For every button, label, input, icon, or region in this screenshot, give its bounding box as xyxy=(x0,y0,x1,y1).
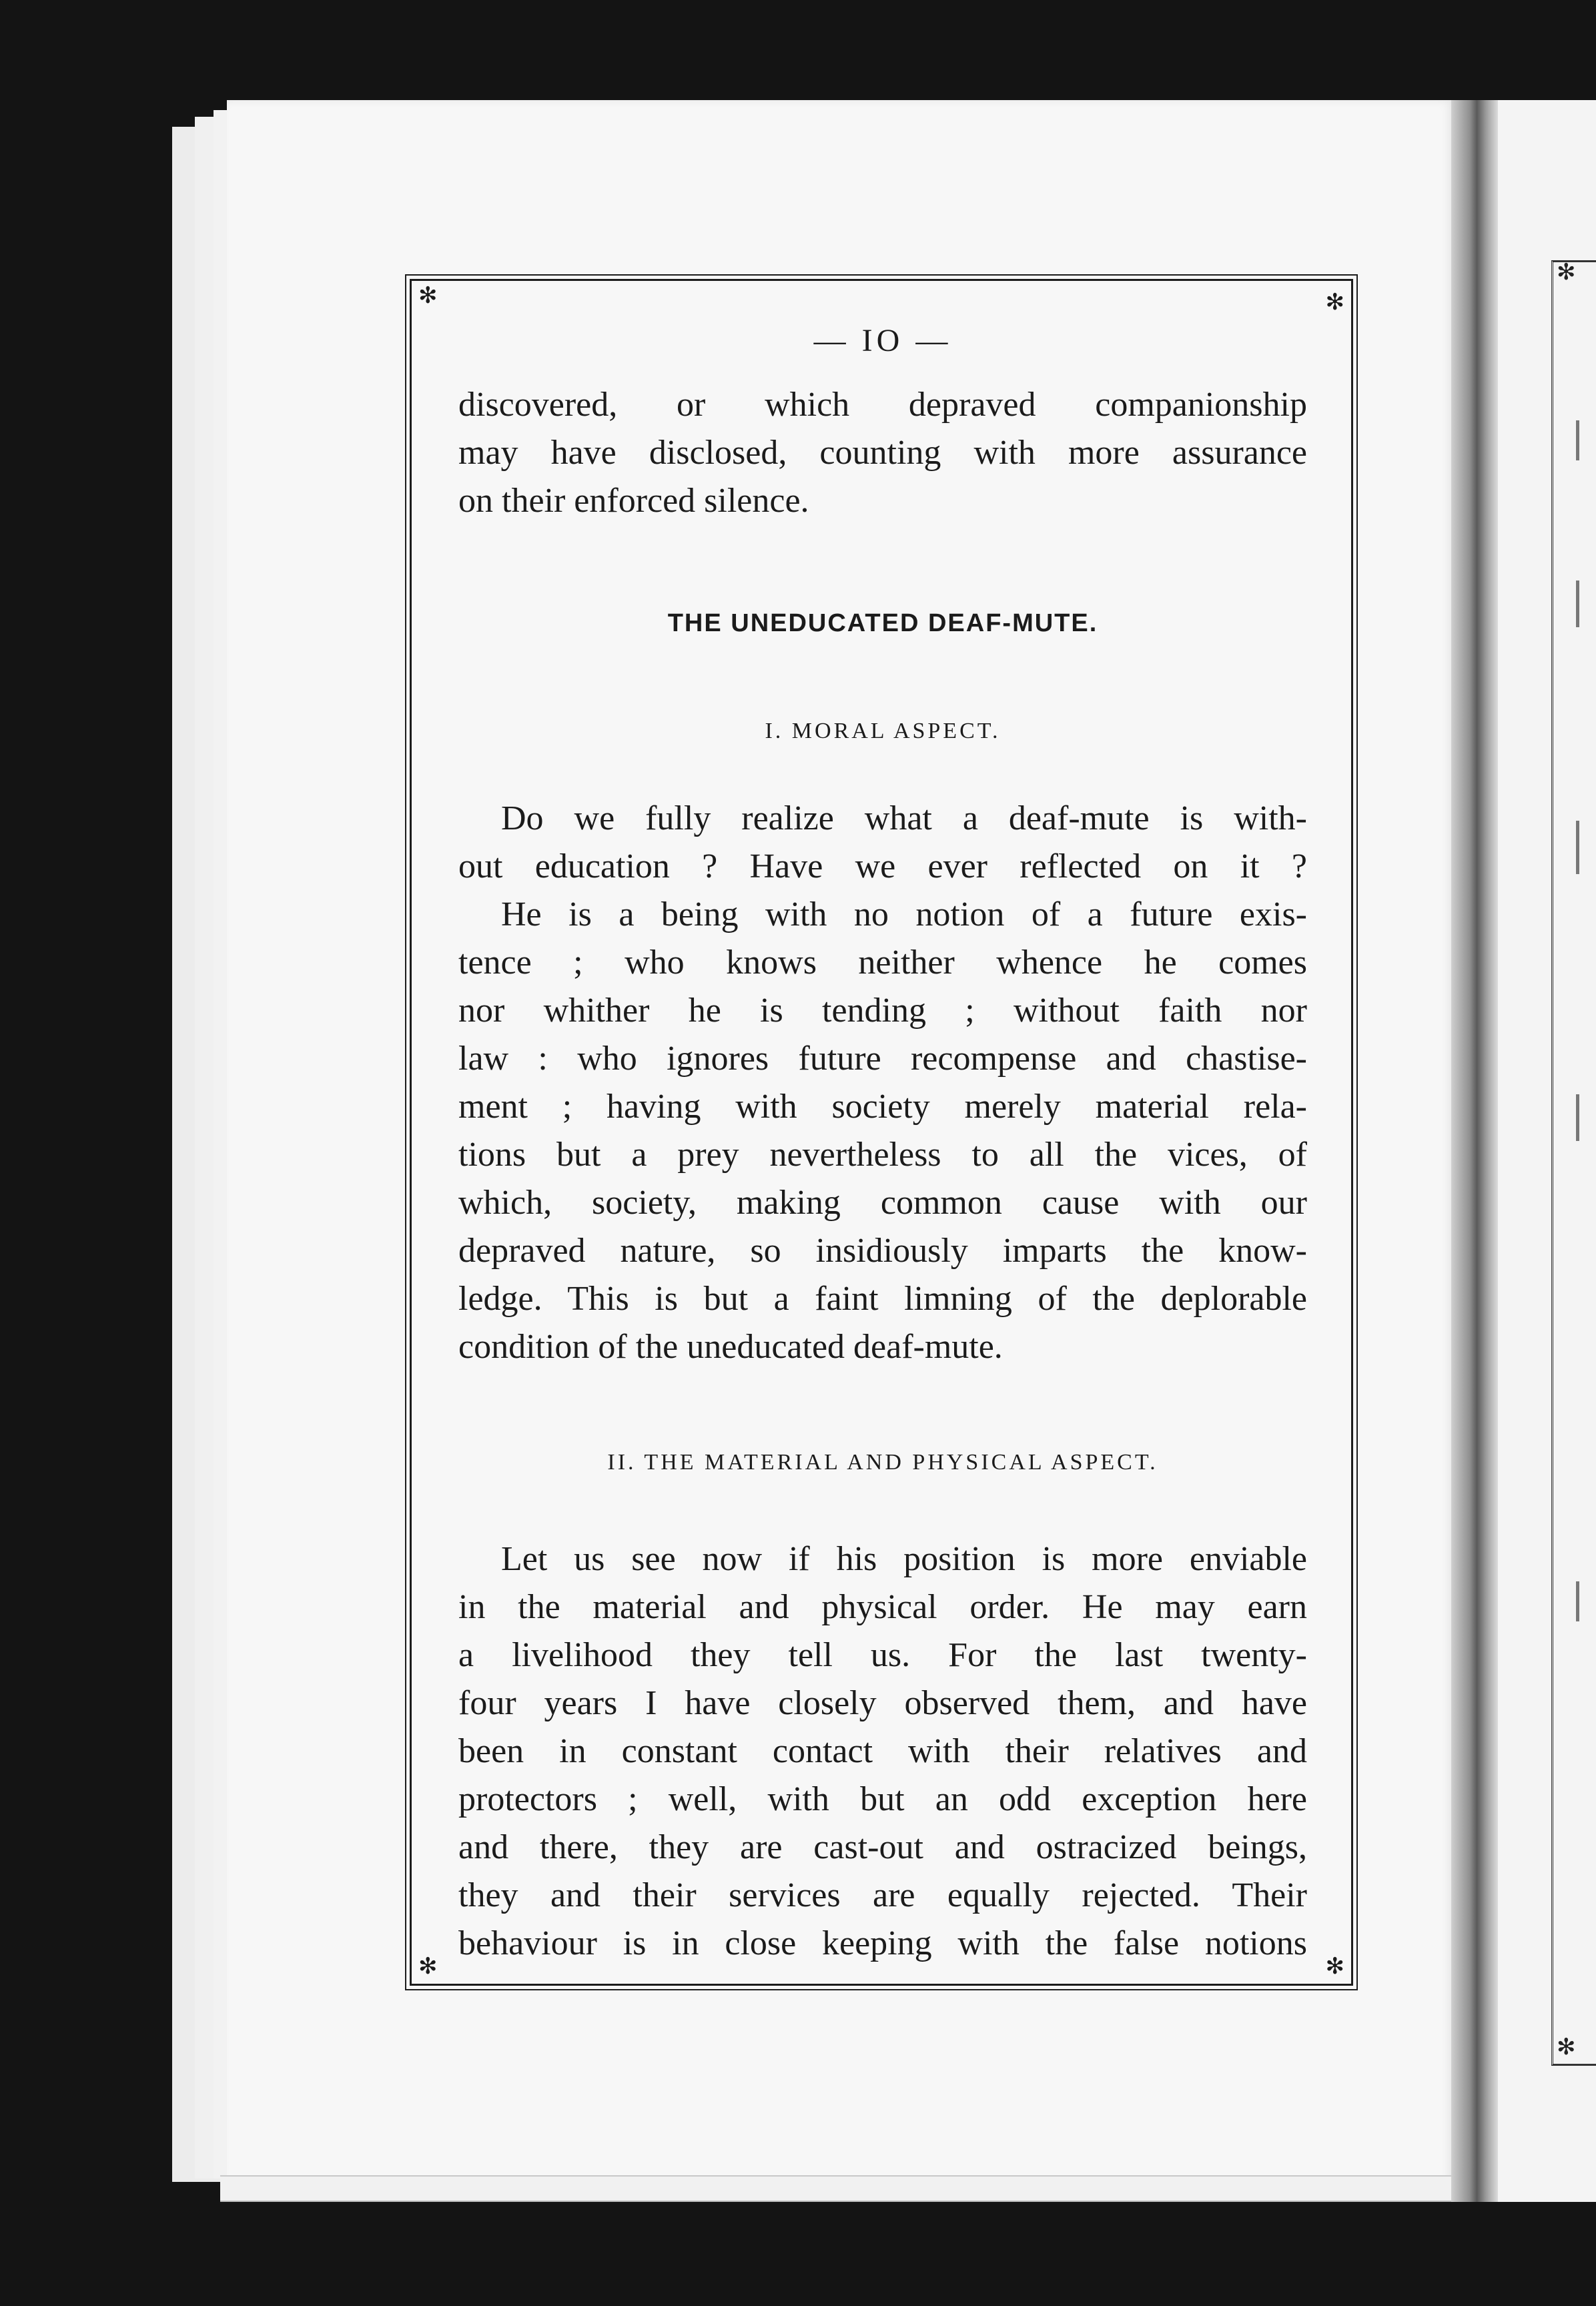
corner-ornament-icon: ✻ xyxy=(418,284,438,308)
subheading-moral: I. MORAL ASPECT. xyxy=(765,719,1001,743)
text-line: in the material and physical order. He may earn xyxy=(458,1588,1307,1626)
paragraph-moral xyxy=(458,795,1307,1371)
text-line: behaviour is in close keeping with the false notions xyxy=(458,1924,1307,1962)
text-line: ledge. This is but a faint limning of the deplorable xyxy=(458,1280,1307,1318)
text-line: which, society, making common cause with our xyxy=(458,1184,1307,1222)
text-line: may have disclosed, counting with more assurance xyxy=(458,434,1307,472)
text-line: condition of the uneducated deaf-mute. xyxy=(458,1328,1003,1366)
show-through-mark xyxy=(1576,581,1579,627)
left-page xyxy=(227,100,1455,2199)
corner-ornament-icon: ✻ xyxy=(418,1954,438,1979)
show-through-mark xyxy=(1576,420,1579,460)
text-line: discovered, or which depraved companionship xyxy=(458,386,1307,424)
text-line: been in constant contact with their relatives and xyxy=(458,1732,1307,1770)
text-line: depraved nature, so insidiously imparts the know- xyxy=(458,1232,1307,1270)
text-line: tions but a prey nevertheless to all the vices, of xyxy=(458,1136,1307,1174)
text-line: ment ; having with society merely material rela- xyxy=(458,1088,1307,1126)
page-number: — IO — xyxy=(813,323,952,358)
show-through-mark xyxy=(1576,821,1579,874)
book-gutter xyxy=(1451,100,1498,2202)
corner-ornament-icon: ✻ xyxy=(1557,260,1576,285)
page-stack-bottom xyxy=(220,2175,1461,2202)
text-line: on their enforced silence. xyxy=(458,482,809,520)
subheading-material: II. THE MATERIAL AND PHYSICAL ASPECT. xyxy=(607,1450,1158,1475)
text-frame xyxy=(410,279,1353,1986)
corner-ornament-icon: ✻ xyxy=(1557,2035,1576,2060)
text-line: and there, they are cast-out and ostracized beings, xyxy=(458,1828,1307,1866)
corner-ornament-icon: ✻ xyxy=(1325,1954,1344,1979)
text-line: they and their services are equally rejected. Their xyxy=(458,1876,1307,1914)
section-heading: THE UNEDUCATED DEAF-MUTE. xyxy=(667,609,1098,637)
right-text-frame xyxy=(1551,260,1596,2066)
corner-ornament-icon: ✻ xyxy=(1325,290,1344,315)
text-line: four years I have closely observed them, and have xyxy=(458,1684,1307,1722)
text-line: Let us see now if his position is more enviable xyxy=(501,1540,1307,1578)
text-line: nor whither he is tending ; without faith nor xyxy=(458,992,1307,1030)
show-through-mark xyxy=(1576,1094,1579,1141)
paragraph-material xyxy=(458,1535,1307,1968)
text-line: protectors ; well, with but an odd exception here xyxy=(458,1780,1307,1818)
text-line: Do we fully realize what a deaf-mute is with- xyxy=(501,799,1307,837)
text-line: tence ; who knows neither whence he comes xyxy=(458,943,1307,982)
text-line: a livelihood they tell us. For the last twenty- xyxy=(458,1636,1307,1674)
text-line: out education ? Have we ever reflected on it ? xyxy=(458,847,1307,885)
text-line: He is a being with no notion of a future exis- xyxy=(501,895,1307,933)
paragraph-intro xyxy=(458,381,1307,525)
text-line: law : who ignores future recompense and chastise- xyxy=(458,1040,1307,1078)
show-through-mark xyxy=(1576,1581,1579,1621)
right-page-sliver xyxy=(1498,100,1596,2202)
